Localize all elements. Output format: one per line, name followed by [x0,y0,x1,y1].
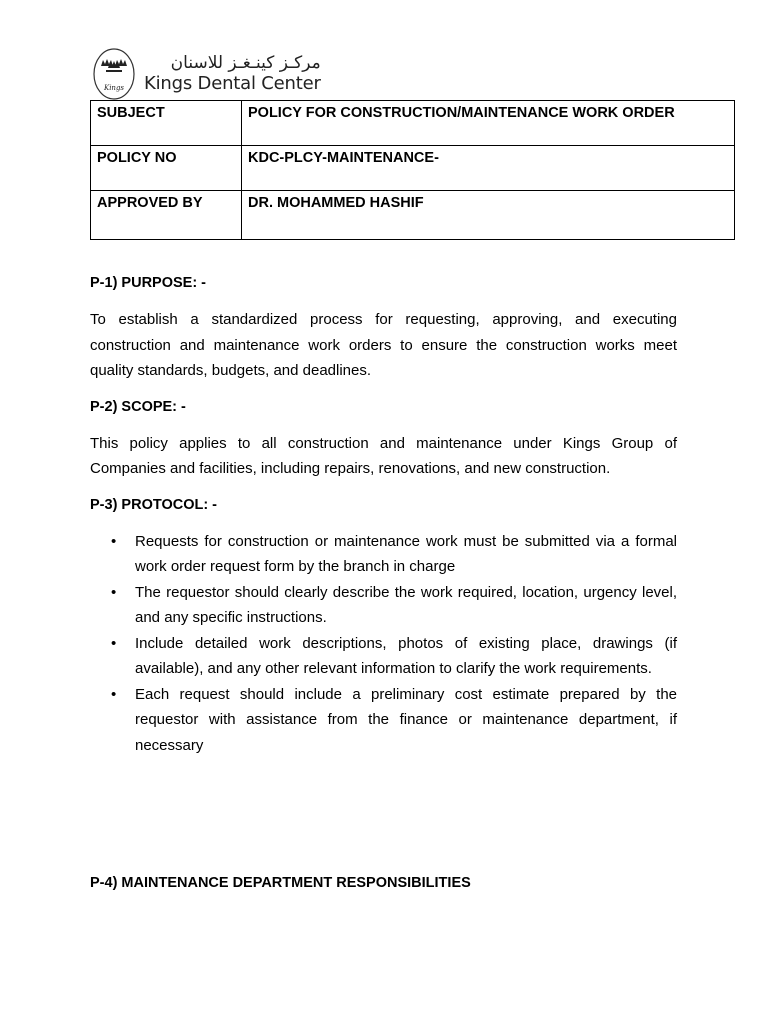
logo-crown-text: Kings [103,84,125,92]
logo-arabic-name: مركـز كينـغـز للاسنان [170,53,321,73]
document-body [90,270,677,896]
bullet-icon: • [111,532,117,550]
logo-text [144,53,321,95]
protocol-item-text: Each request should include a preliminary cost estimate prepared by the requestor with assistance from the finance or maintenance department, if necessary [135,685,677,754]
bullet-icon: • [111,685,117,703]
bullet-icon: • [111,583,117,601]
scope-paragraph: This policy applies to all construction and maintenance under Kings Group of Companies and facilities, including repairs, renovations, and new construction. [90,434,677,477]
bullet-icon: • [111,634,117,652]
logo-english-name: Kings Dental Center [144,73,321,94]
maintenance-heading: P-4) MAINTENANCE DEPARTMENT RESPONSIBILITIES [90,875,471,891]
table-row [91,101,735,146]
table-row [91,191,735,240]
approved-by-value: DR. MOHAMMED HASHIF [242,191,735,240]
company-logo [92,46,321,102]
table-row [91,146,735,191]
protocol-item-text: Requests for construction or maintenance work must be submitted via a formal work order request form by the branch in charge [135,532,677,575]
scope-heading: P-2) SCOPE: - [90,398,186,415]
purpose-heading: P-1) PURPOSE: - [90,275,207,291]
list-item [90,682,677,759]
protocol-item-text: Include detailed work descriptions, photos of existing place, drawings (if available), and any other relevant information to clarify the work requirements. [135,634,677,677]
crown-logo-icon [92,46,136,102]
list-item [90,631,677,682]
protocol-list [90,529,677,759]
purpose-paragraph: To establish a standardized process for requesting, approving, and executing construction and maintenance work orders to ensure the construction works meet quality standards, budgets, and deadlines. [90,311,677,379]
list-item [90,580,677,631]
protocol-heading: P-3) PROTOCOL: - [90,496,218,513]
subject-value: POLICY FOR CONSTRUCTION/MAINTENANCE WORK ORDER [242,101,735,146]
protocol-item-text: The requestor should clearly describe the work required, location, urgency level, and any specific instructions. [135,583,677,626]
policy-no-label: POLICY NO [91,146,242,191]
list-item [90,529,677,580]
policy-no-value: KDC-PLCY-MAINTENANCE- [242,146,735,191]
policy-header-table [90,100,735,240]
subject-label: SUBJECT [91,101,242,146]
approved-by-label: APPROVED BY [91,191,242,240]
